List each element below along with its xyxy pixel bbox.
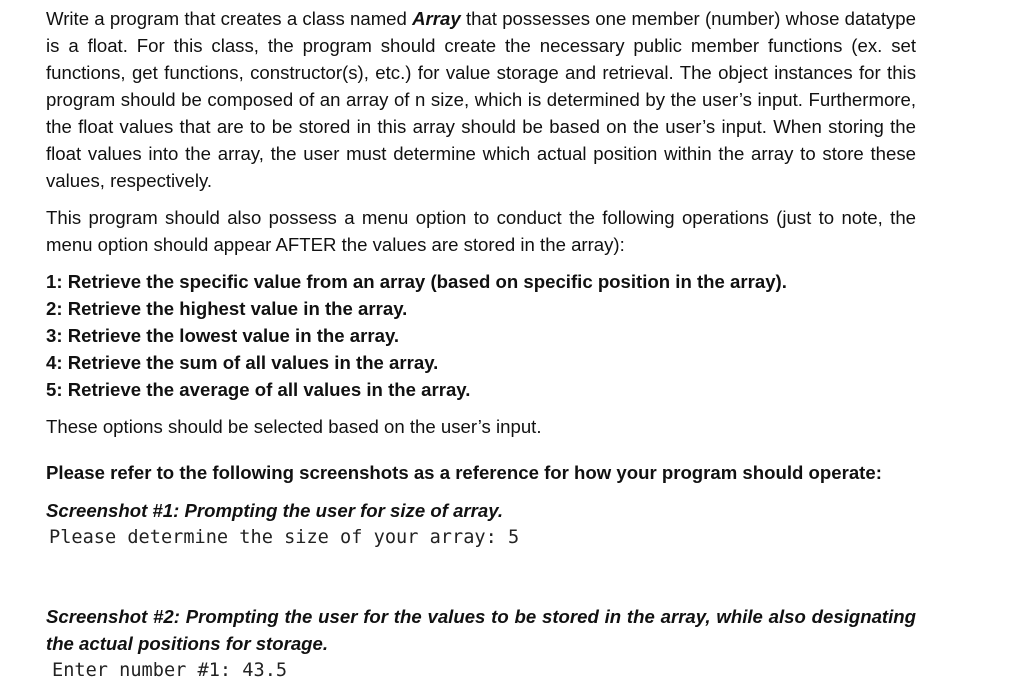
intro-paragraph xyxy=(46,5,916,194)
menu-option-4: 4: Retrieve the sum of all values in the array. xyxy=(46,352,439,373)
screenshot-2-console-output: Enter number #1: 43.5 xyxy=(52,660,288,681)
options-note: These options should be selected based on the user’s input. xyxy=(46,416,542,437)
menu-option-1: 1: Retrieve the specific value from an array (based on specific position in the array). xyxy=(46,271,787,292)
menu-options-list xyxy=(46,268,916,403)
menu-option-3: 3: Retrieve the lowest value in the array. xyxy=(46,325,400,346)
screenshot-1-console-output: Please determine the size of your array: 5 xyxy=(49,527,520,548)
intro-rest: that possesses one member (number) whose datatype is a float. For this class, the program should create the necessary public member functions (ex. set functions, get functions, constructor(s), etc.) for value storage and retrieval. The object instances for this program should be composed of an array of n size, which is determined by the user’s input. Furthermore, the float values that are to be stored in this array should be based on the user’s input. When storing the float values into the array, the user must determine which actual position within the array to store these values, respectively. xyxy=(46,8,916,191)
menu-option-5: 5: Retrieve the average of all values in the array. xyxy=(46,379,471,400)
screenshot-1-caption: Screenshot #1: Prompting the user for size of array. xyxy=(46,500,504,521)
intro-prefix: Write a program that creates a class named xyxy=(46,8,413,29)
screenshots-heading: Please refer to the following screenshots as a reference for how your program should operate: xyxy=(46,462,882,483)
document-body xyxy=(46,0,916,684)
menu-intro-paragraph: This program should also possess a menu option to conduct the following operations (just to note, the menu option should appear AFTER the values are stored in the array): xyxy=(46,207,916,255)
screenshot-2-caption: Screenshot #2: Prompting the user for the values to be stored in the array, while also designating the actual positions for storage. xyxy=(46,606,916,654)
class-name: Array xyxy=(412,8,461,29)
menu-option-2: 2: Retrieve the highest value in the array. xyxy=(46,298,408,319)
